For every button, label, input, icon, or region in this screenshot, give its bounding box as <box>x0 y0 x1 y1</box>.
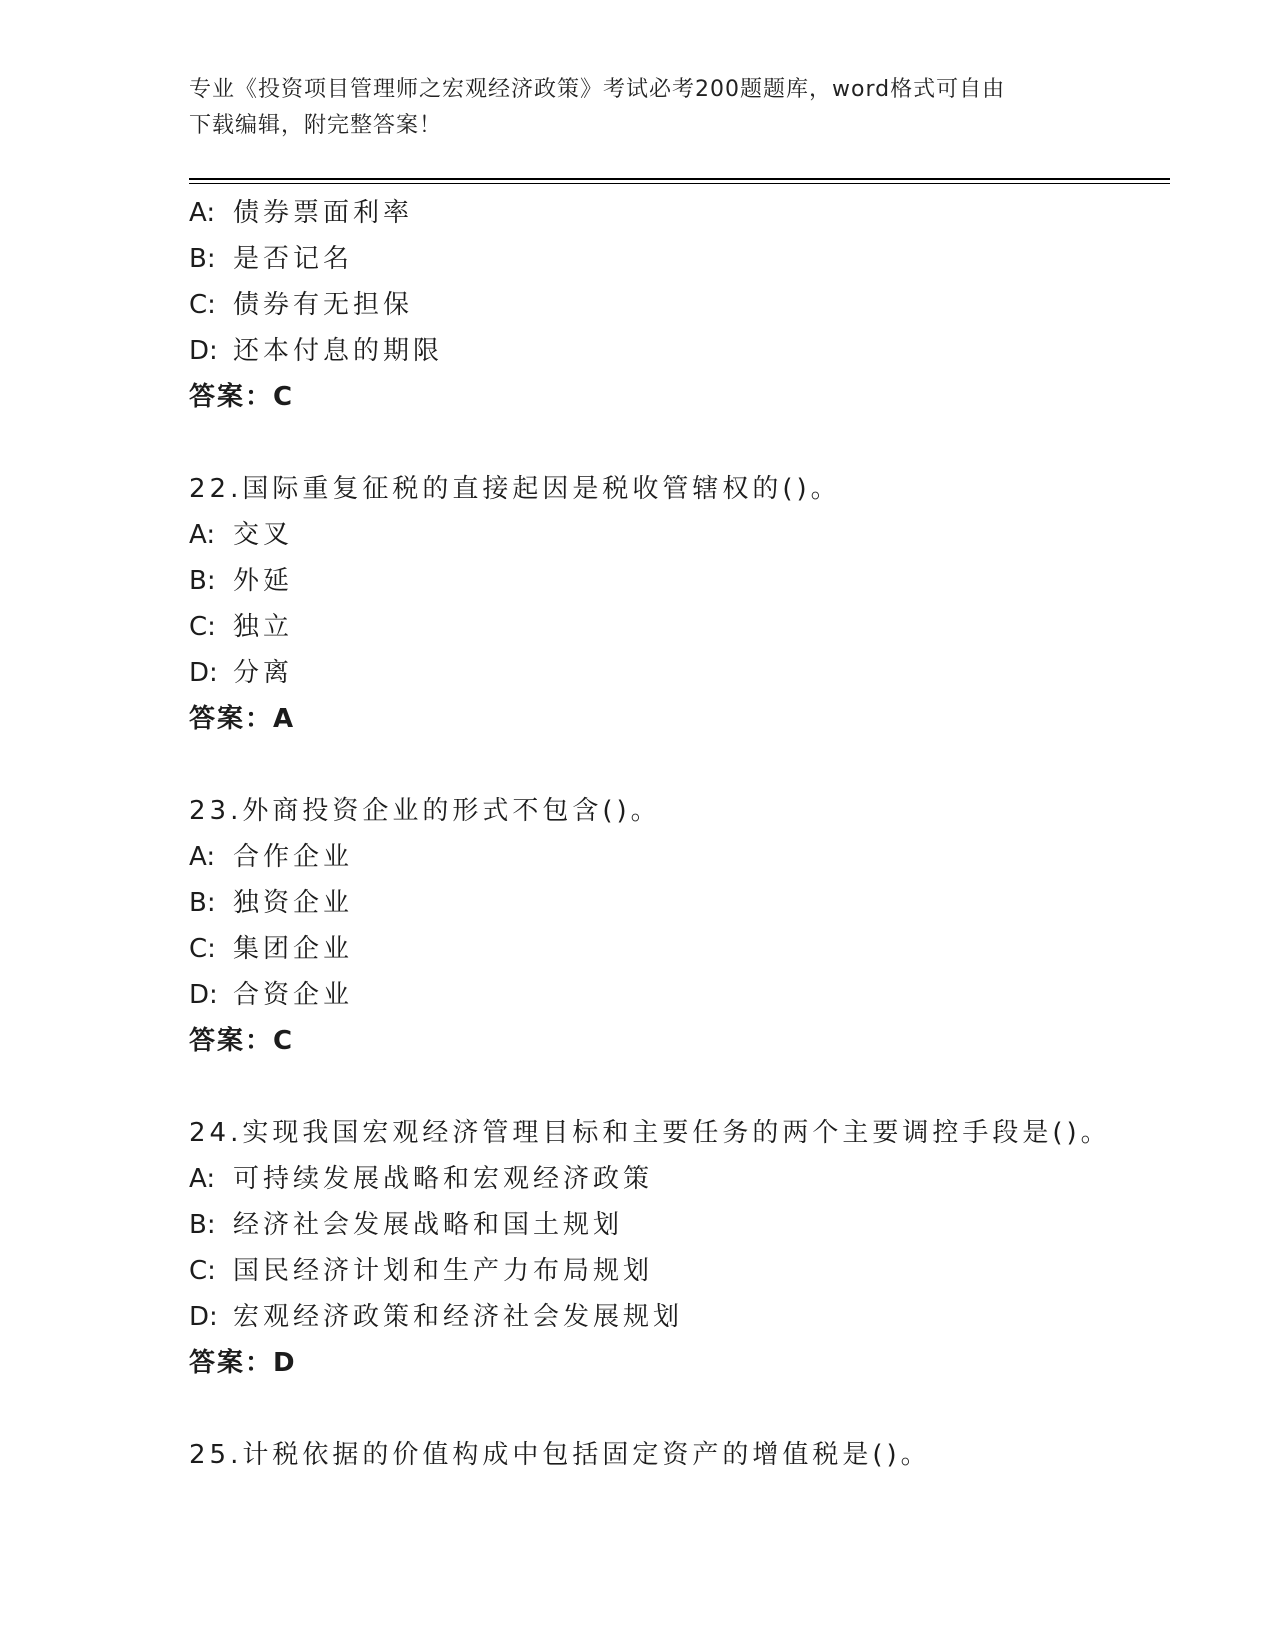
header-divider-thin <box>189 183 1170 184</box>
question-block-25 <box>189 1432 1169 1478</box>
question-title: 25.计税依据的价值构成中包括固定资产的增值税是()。 <box>189 1440 931 1470</box>
answer-line: 答案：D <box>189 1348 297 1378</box>
option-d: D: 合资企业 <box>189 980 354 1010</box>
header-line-1: 专业《投资项目管理师之宏观经济政策》考试必考200题题库，word格式可自由 <box>189 77 1006 102</box>
option-a: A: 交叉 <box>189 520 294 550</box>
option-a: A: 合作企业 <box>189 842 354 872</box>
question-title: 22.国际重复征税的直接起因是税收管辖权的()。 <box>189 474 841 504</box>
option-b: B: 是否记名 <box>189 244 354 274</box>
question-title: 24.实现我国宏观经济管理目标和主要任务的两个主要调控手段是()。 <box>189 1118 1111 1148</box>
option-d: D: 分离 <box>189 658 294 688</box>
question-block-23 <box>189 788 1169 1064</box>
header-line-2: 下载编辑，附完整答案！ <box>189 113 443 138</box>
question-block-22 <box>189 466 1169 742</box>
question-list <box>189 190 1169 1478</box>
option-c: C: 独立 <box>189 612 294 642</box>
question-block-21 <box>189 190 1169 420</box>
option-c: C: 集团企业 <box>189 934 354 964</box>
option-d: D: 宏观经济政策和经济社会发展规划 <box>189 1302 684 1332</box>
question-title: 23.外商投资企业的形式不包含()。 <box>189 796 661 826</box>
option-a: A: 可持续发展战略和宏观经济政策 <box>189 1164 654 1194</box>
question-block-24 <box>189 1110 1169 1386</box>
header-divider-thick <box>189 178 1170 180</box>
option-c: C: 债券有无担保 <box>189 290 414 320</box>
option-d: D: 还本付息的期限 <box>189 336 444 366</box>
option-b: B: 经济社会发展战略和国土规划 <box>189 1210 624 1240</box>
answer-line: 答案：A <box>189 704 296 734</box>
option-b: B: 外延 <box>189 566 294 596</box>
option-c: C: 国民经济计划和生产力布局规划 <box>189 1256 654 1286</box>
answer-line: 答案：C <box>189 382 295 412</box>
answer-line: 答案：C <box>189 1026 295 1056</box>
option-b: B: 独资企业 <box>189 888 354 918</box>
document-header <box>189 72 1089 144</box>
option-a: A: 债券票面利率 <box>189 198 414 228</box>
